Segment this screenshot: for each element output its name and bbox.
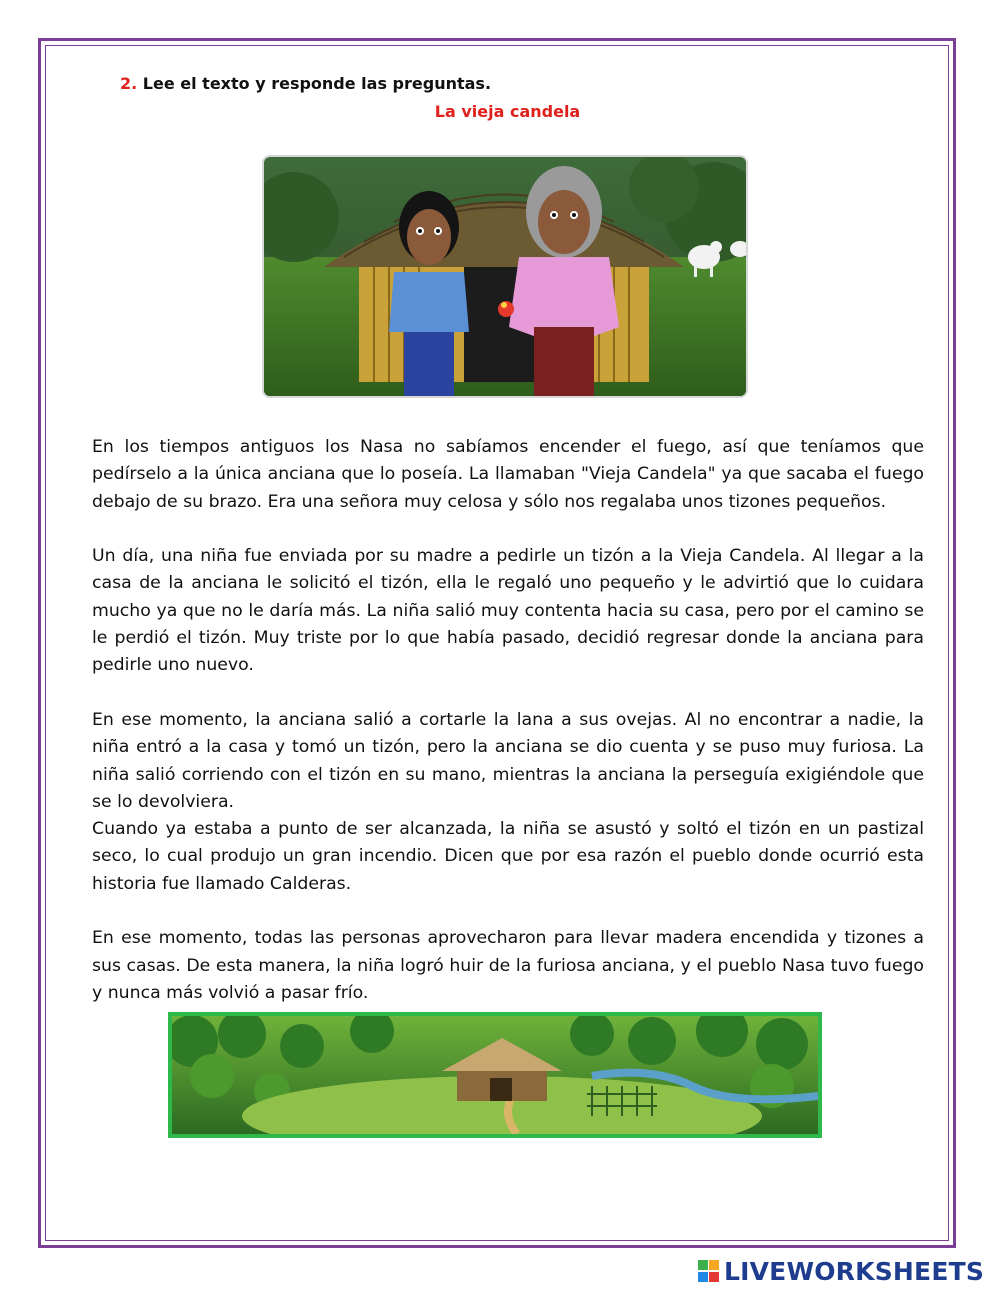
paragraph-3: En ese momento, la anciana salió a cortarle la lana a sus ovejas. Al no encontrar a nadie, la niña entró a la casa y tomó un tizón, pero la anciana se dio cuenta y se puso muy furiosa. La niña salió corriendo con el tizón en su mano, mientras la anciana la perseguía exigiéndole que se lo devolviera. xyxy=(92,709,924,812)
liveworksheets-logo xyxy=(698,1256,984,1286)
paragraph-1: En los tiempos antiguos los Nasa no sabíamos encender el fuego, así que teníamos que pedírselo a la única anciana que lo poseía. La llamaban "Vieja Candela" ya que sacaba el fuego debajo de su brazo. Era una señora muy celosa y sólo nos regalaba unos tizones pequeños. xyxy=(92,437,924,512)
illustration-village-landscape xyxy=(168,1012,822,1138)
liveworksheets-blocks-icon xyxy=(698,1258,720,1284)
liveworksheets-brand-text: LIVEWORKSHEETS xyxy=(724,1256,985,1286)
story-text xyxy=(92,434,924,1035)
exercise-number: 2. xyxy=(120,74,138,93)
illustration-hut-girl-woman xyxy=(262,155,748,398)
paragraph-5: En ese momento, todas las personas aprovecharon para llevar madera encendida y tizones a sus casas. De esta manera, la niña logró huir de la furiosa anciana, y el pueblo Nasa tuvo fuego y nunca más volvió a pasar frío. xyxy=(92,928,924,1003)
exercise-heading xyxy=(120,74,491,93)
paragraph-4: Cuando ya estaba a punto de ser alcanzada, la niña se asustó y soltó el tizón en un pastizal seco, lo cual produjo un gran incendio. Dicen que por esa razón el pueblo donde ocurrió esta historia fue llamado Calderas. xyxy=(92,819,924,894)
story-title: La vieja candela xyxy=(434,102,581,121)
exercise-instruction: Lee el texto y responde las preguntas. xyxy=(142,74,492,93)
paragraph-2: Un día, una niña fue enviada por su madre a pedirle un tizón a la Vieja Candela. Al llegar a la casa de la anciana le solicitó el tizón, ella le regaló uno pequeño y le advirtió que lo cuidara mucho ya que no le daría más. La niña salió muy contenta hacia su casa, pero por el camino se le perdió el tizón. Muy triste por lo que había pasado, decidió regresar donde la anciana para pedirle uno nuevo. xyxy=(92,546,924,676)
